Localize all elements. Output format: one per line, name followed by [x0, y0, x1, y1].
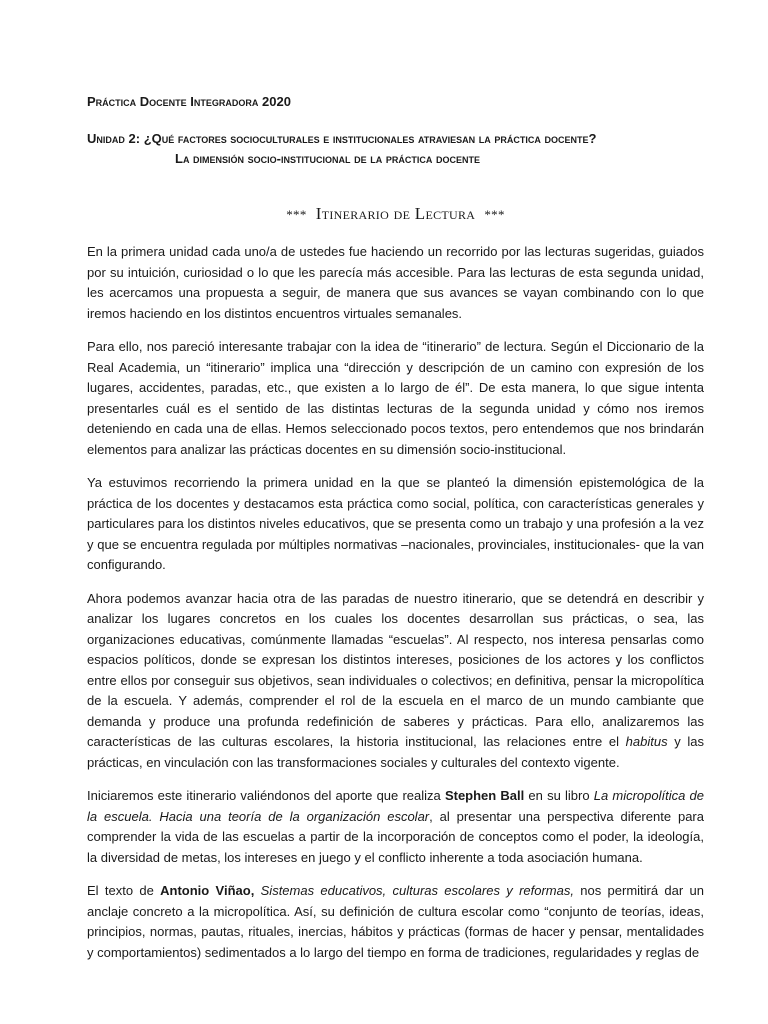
paragraph-4-text-a: Ahora podemos avanzar hacia otra de las paradas de nuestro itinerario, que se detendrá en describir y analizar los lugares concretos en los cuales los docentes desarrollan sus prácticas, o sea, las organizaciones educativas, comúnmente llamadas “escuelas”. Al respecto, nos interesa pensarlas como espacios políticos, donde se expresan los distintos intereses, posiciones de los actores y los conflictos entre ellos por conseguir sus objetivos, sean individuales o colectivos; en definitiva, pensar la micropolítica de la escuela. Y además, comprender el rol de la escuela en el marco de un mundo cambiante que demanda y produce una profunda redefinición de saberes y prácticas. Para ello, analizaremos las características de las culturas escolares, la historia institucional, las relaciones entre el	[87, 590, 704, 749]
unit-label: Unidad 2:	[87, 131, 141, 146]
paragraph-5	[87, 786, 704, 868]
section-title-text: Itinerario de Lectura	[315, 204, 476, 223]
unit-subtitle: La dimensión socio-institucional de la práctica docente	[175, 151, 480, 166]
book-title-vinao: Sistemas educativos, culturas escolares y reformas,	[260, 883, 574, 898]
paragraph-6	[87, 881, 704, 963]
author-ball: Stephen Ball	[444, 788, 525, 803]
paragraph-6-text-a: El texto de	[87, 883, 161, 898]
author-vinao: Antonio Viñao,	[160, 883, 255, 898]
paragraph-6-text-b: nos permitirá dar un anclaje concreto a la micropolítica. Así, su definición de cultura escolar como “conjunto de teorías, ideas, principios, normas, pautas, rituales, inercias, hábitos y prácticas (formas de hacer y pensar, mentalidades y comportamientos) sedimentados a lo largo del tiempo en forma de tradiciones, regularidades y reglas de	[87, 883, 704, 960]
paragraph-5-text-c: , al presentar una perspectiva diferente para comprender la vida de las escuelas a partir de la incorporación de conceptos como el poder, la ideología, la diversidad de metas, los intereses en juego y el conflicto inherente a toda asociación humana.	[87, 808, 704, 865]
paragraph-5-text-a: Iniciaremos este itinerario valiéndonos del aporte que realiza	[87, 788, 445, 803]
book-title-ball: La micropolítica de la escuela. Hacia una teoría de la organización escolar	[87, 788, 704, 824]
paragraph-4	[87, 589, 704, 774]
paragraph-5-text-b: en su libro	[524, 788, 594, 803]
paragraph-3: Ya estuvimos recorriendo la primera unidad en la que se planteó la dimensión epistemológica de la práctica de los docentes y destacamos esta práctica como social, política, con características generales y particulares para los distintos niveles educativos, que se presenta como un trabajo y una profesión a la vez y que se encuentra regulada por múltiples normativas –nacionales, provinciales, institucionales- que la van configurando.	[87, 475, 704, 572]
habitus-term: habitus	[625, 734, 668, 749]
course-title: Práctica Docente Integradora 2020	[87, 94, 291, 109]
paragraph-1: En la primera unidad cada uno/a de ustedes fue haciendo un recorrido por las lecturas sugeridas, guiados por su intuición, curiosidad o lo que les parecía más accesible. Para las lecturas de esta segunda unidad, les acercamos una propuesta a seguir, de manera que sus avances se vayan combinando con lo que iremos haciendo en los distintos encuentros virtuales semanales.	[87, 244, 704, 321]
stars-left: ***	[286, 207, 307, 222]
section-title	[87, 204, 704, 224]
stars-right: ***	[484, 207, 505, 222]
unit-heading	[87, 130, 704, 148]
unit-question: ¿Qué factores socioculturales e institucionales atraviesan la práctica docente?	[143, 131, 597, 146]
paragraph-2: Para ello, nos pareció interesante trabajar con la idea de “itinerario” de lectura. Según el Diccionario de la Real Academia, un “itinerario” implica una “dirección y descripción de un camino con expresión de los lugares, accidentes, paradas, etc., que existen a lo largo de él”. De esta manera, lo que sigue intenta presentarles cuál es el sentido de las distintas lecturas de la segunda unidad y cómo nos iremos deteniendo en cada una de ellas. Hemos seleccionado pocos textos, pero entendemos que nos brindarán elementos para analizar las prácticas docentes en su dimensión socio-institucional.	[87, 339, 704, 457]
paragraph-4-text-b: y las prácticas, en vinculación con las transformaciones sociales y culturales del contexto vigente.	[87, 734, 704, 770]
